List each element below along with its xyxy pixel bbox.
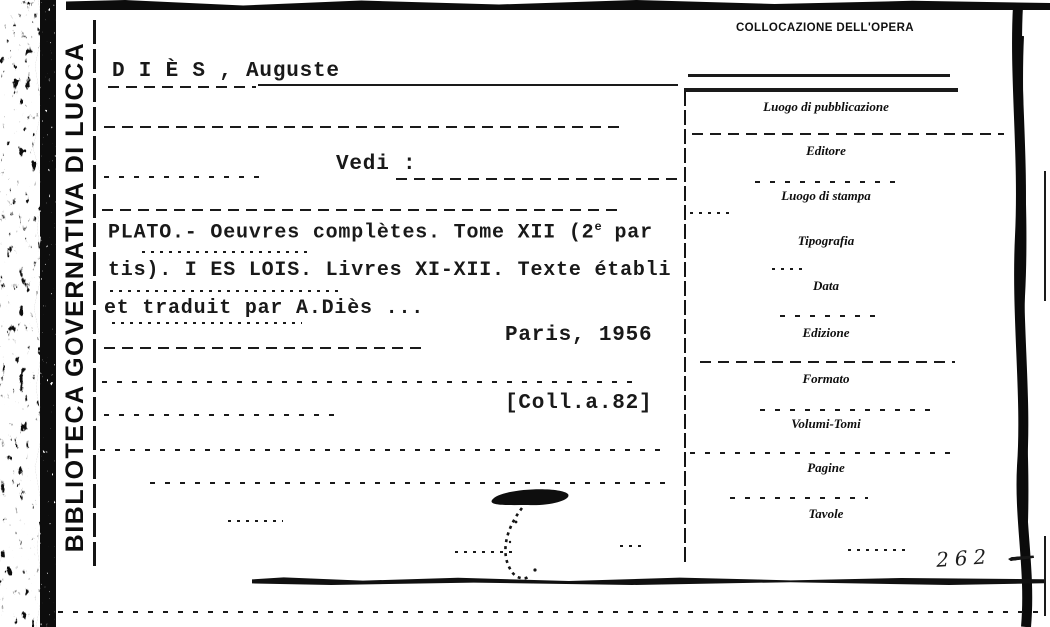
field-separator bbox=[772, 268, 802, 270]
ruled-line bbox=[104, 126, 619, 128]
ruled-line bbox=[104, 414, 336, 416]
ruled-line bbox=[142, 251, 310, 253]
entry-line-3: et traduit par A.Diès ... bbox=[104, 297, 425, 320]
card-top-edge bbox=[66, 0, 1050, 10]
ruled-line bbox=[396, 178, 680, 180]
field-separator bbox=[730, 497, 868, 499]
ruled-line bbox=[102, 381, 642, 383]
ruled-line bbox=[150, 482, 670, 484]
card-right-edge bbox=[1004, 6, 1050, 627]
collocation-header: COLLOCAZIONE DELL'OPERA bbox=[735, 22, 915, 34]
left-column-divider bbox=[93, 20, 96, 568]
field-separator bbox=[692, 133, 1004, 135]
author-heading: D I È S , Auguste bbox=[112, 60, 340, 83]
ruled-line bbox=[104, 176, 266, 178]
entry-line-1 bbox=[108, 220, 653, 245]
ruled-line bbox=[110, 290, 340, 292]
field-separator bbox=[700, 361, 955, 363]
bottom-dashed-line bbox=[58, 611, 1038, 613]
ruled-line bbox=[620, 545, 646, 547]
field-label-edizione: Edizione bbox=[802, 325, 850, 340]
field-separator bbox=[760, 409, 930, 411]
field-separator bbox=[755, 181, 897, 183]
field-label-formato: Formato bbox=[802, 371, 850, 386]
card-bottom-edge bbox=[252, 577, 1044, 585]
field-label-luogo-stampa: Luogo di stampa bbox=[781, 188, 871, 203]
ruled-line bbox=[108, 86, 256, 88]
ink-blot bbox=[480, 482, 580, 592]
imprint-place-date: Paris, 1956 bbox=[505, 324, 653, 347]
shelfmark: [Coll.a.82] bbox=[505, 392, 653, 415]
see-reference-label: Vedi : bbox=[336, 153, 417, 176]
entry-line-1-superscript: e bbox=[594, 220, 602, 234]
author-underline bbox=[258, 84, 678, 86]
field-separator bbox=[690, 212, 732, 214]
handwritten-number: 262 bbox=[934, 543, 994, 573]
field-label-data: Data bbox=[813, 278, 839, 293]
collocation-box-left-border bbox=[684, 91, 686, 563]
ruled-line bbox=[228, 520, 283, 522]
ruled-line bbox=[102, 209, 624, 211]
field-label-pagine: Pagine bbox=[807, 460, 845, 475]
entry-line-2: tis). I ES LOIS. Livres XI-XII. Texte établi bbox=[108, 259, 672, 282]
ruled-line bbox=[112, 322, 302, 324]
field-separator bbox=[780, 315, 885, 317]
field-label-volumi-tomi: Volumi-Tomi bbox=[791, 416, 861, 431]
ruled-line bbox=[104, 347, 424, 349]
field-label-luogo-pubblicazione: Luogo di pubblicazione bbox=[763, 99, 889, 114]
library-name-vertical: BIBLIOTECA GOVERNATIVA DI LUCCA bbox=[61, 41, 89, 553]
scan-noise-left-edge bbox=[0, 0, 64, 627]
ruled-line bbox=[100, 449, 662, 451]
entry-line-1-end: par bbox=[601, 221, 653, 245]
panel-top-rule bbox=[688, 74, 950, 77]
field-label-editore: Editore bbox=[806, 143, 846, 158]
collocation-box-top bbox=[684, 88, 958, 92]
field-label-tipografia: Tipografia bbox=[797, 233, 855, 248]
ruled-line bbox=[848, 549, 906, 551]
field-separator bbox=[690, 452, 950, 454]
field-label-tavole: Tavole bbox=[808, 506, 844, 521]
entry-line-1-text: PLATO.- Oeuvres complètes. Tome XII (2 bbox=[108, 221, 595, 245]
